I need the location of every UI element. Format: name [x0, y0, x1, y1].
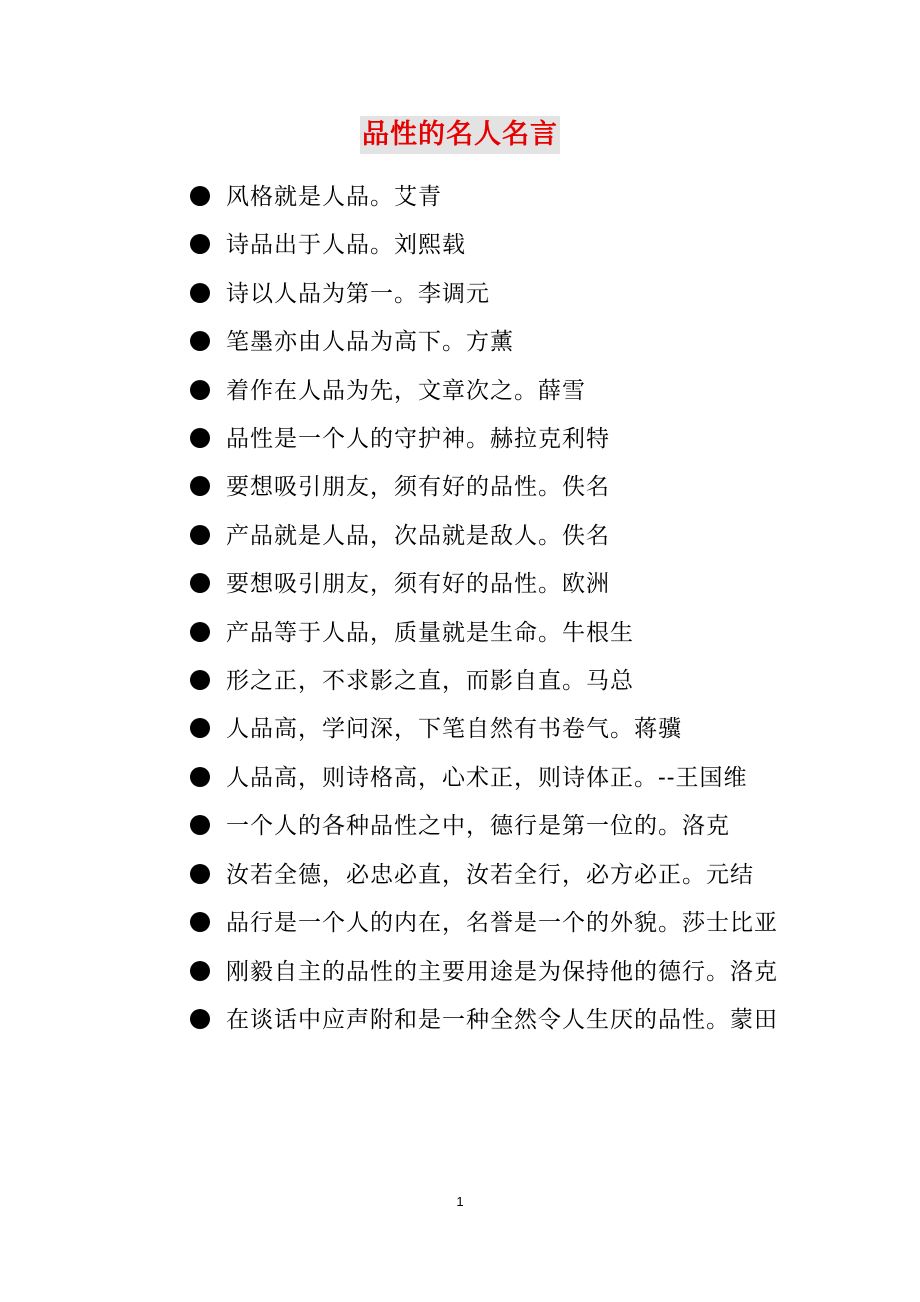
list-item	[142, 270, 790, 318]
bullet-icon	[190, 234, 210, 254]
bullet-icon	[190, 670, 210, 690]
title-container	[0, 116, 920, 154]
quote-text: 人品高，则诗格高，心术正，则诗体正。--王国维	[226, 764, 748, 791]
quote-text: 品行是一个人的内在，名誉是一个的外貌。莎士比亚	[226, 910, 778, 937]
bullet-icon	[190, 525, 210, 545]
list-item	[142, 899, 790, 947]
bullet-icon	[190, 283, 210, 303]
bullet-icon	[190, 961, 210, 981]
bullet-icon	[190, 186, 210, 206]
list-item	[142, 221, 790, 269]
bullet-icon	[190, 476, 210, 496]
bullet-icon	[190, 718, 210, 738]
list-item	[142, 754, 790, 802]
list-item	[142, 802, 790, 850]
bullet-icon	[190, 912, 210, 932]
page-number: 1	[456, 1194, 464, 1209]
bullet-icon	[190, 1009, 210, 1029]
list-item	[142, 173, 790, 221]
quote-text: 刚毅自主的品性的主要用途是为保持他的德行。洛克	[226, 958, 778, 985]
list-item	[142, 367, 790, 415]
bullet-icon	[190, 331, 210, 351]
bullet-icon	[190, 573, 210, 593]
quote-text: 汝若全德，必忠必直，汝若全行，必方必正。元结	[226, 861, 754, 888]
list-item	[142, 560, 790, 608]
bullet-icon	[190, 864, 210, 884]
list-item	[142, 463, 790, 511]
list-item	[142, 415, 790, 463]
quote-text: 风格就是人品。艾青	[226, 184, 442, 210]
quote-text: 产品等于人品，质量就是生命。牛根生	[226, 619, 634, 646]
quote-text: 产品就是人品，次品就是敌人。佚名	[226, 522, 610, 549]
quote-text: 在谈话中应声附和是一种全然令人生厌的品性。蒙田	[226, 1006, 778, 1033]
document-title: 品性的名人名言	[360, 116, 560, 154]
quote-text: 形之正，不求影之直，而影自直。马总	[226, 668, 634, 695]
list-item	[142, 609, 790, 657]
list-item	[142, 948, 790, 996]
bullet-icon	[190, 815, 210, 835]
list-item	[142, 851, 790, 899]
list-item	[142, 318, 790, 366]
bullet-icon	[190, 428, 210, 448]
quote-text: 着作在人品为先，文章次之。薛雪	[226, 377, 586, 404]
list-item	[142, 657, 790, 705]
list-item	[142, 996, 790, 1044]
quote-text: 要想吸引朋友，须有好的品性。佚名	[226, 474, 610, 501]
bullet-icon	[190, 767, 210, 787]
quote-text: 诗以人品为第一。李调元	[226, 280, 490, 307]
quote-list	[142, 173, 790, 1044]
quote-text: 要想吸引朋友，须有好的品性。欧洲	[226, 571, 610, 598]
quote-text: 一个人的各种品性之中，德行是第一位的。洛克	[226, 813, 730, 840]
list-item	[142, 512, 790, 560]
list-item	[142, 705, 790, 753]
quote-text: 笔墨亦由人品为高下。方薰	[226, 329, 514, 356]
quote-text: 品性是一个人的守护神。赫拉克利特	[226, 426, 610, 453]
bullet-icon	[190, 622, 210, 642]
bullet-icon	[190, 380, 210, 400]
quote-text: 人品高，学问深，下笔自然有书卷气。蒋骥	[226, 716, 682, 743]
quote-text: 诗品出于人品。刘熙载	[226, 232, 466, 259]
